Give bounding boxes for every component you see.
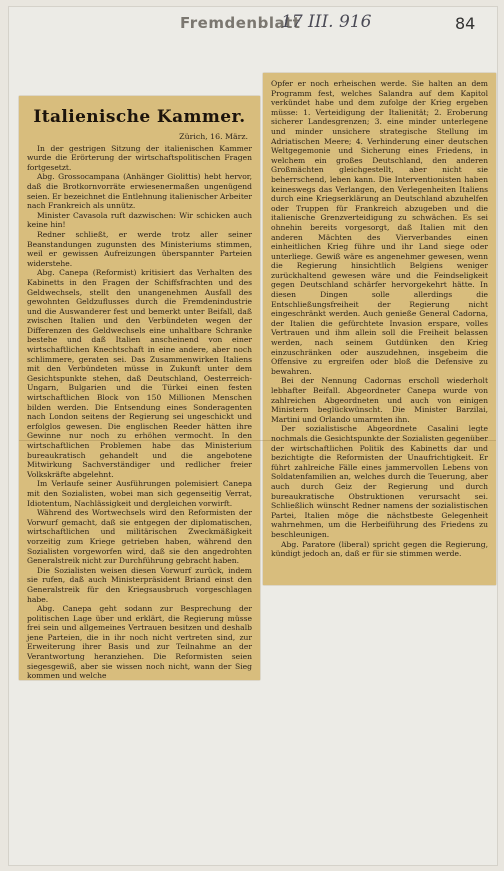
article-paragraph: In der gestrigen Sitzung der italienischen Kammer wurde die Erörterung der wirtschaftspolitischen Fragen fortgesetzt. — [27, 143, 252, 172]
article-paragraph: Minister Cavasola ruft dazwischen: Wir schicken auch keine hin! — [27, 210, 252, 230]
article-paragraph: Der sozialistische Abgeordnete Casalini legte nochmals die Gesichtspunkte der Sozialisten gegenüber der wirtschaftlichen Politik des Kabinetts dar und bezichtigte die Reformisten der Unaufrichtigkeit. Er führt zahlreiche Fälle eines jammervollen Lebens von Soldatenfamilien an, welches durch die Teuerung, aber auch durch Geiz der Regierung und durch bureaukratische Obstruktionen verursacht sei. Schließlich wünscht Redner namens der sozialistischen Partei, Italien möge die nächstbeste Gelegenheit wahrnehmen, um die Herbeiführung des Friedens zu beschleunigen. — [271, 424, 488, 539]
article-headline: Italienische Kammer. — [33, 107, 246, 127]
page-number: 84 — [455, 14, 476, 33]
article-paragraph: Im Verlaufe seiner Ausführungen polemisiert Canepa mit den Sozialisten, wobei man sich gegenseitig Verrat, Idiotentum, Nachlässigkeit und dergleichen vorwirft. — [27, 479, 252, 508]
article-paragraph: Bei der Nennung Cadornas erscholl wiederholt lebhafter Beifall. Abgeordneter Canepa wurde von zahlreichen Abgeordneten und auch von einigen Ministern beglückwünscht. Die Minister Barzilai, Martini und Orlando umarmten ihn. — [271, 376, 488, 424]
article-dateline: Zürich, 16. März. — [179, 132, 248, 141]
article-paragraph: Die Sozialisten weisen diesen Vorwurf zurück, indem sie rufen, daß auch Ministerpräsident Briand einst den Generalstreik für den Kriegsausbruch vorgeschlagen habe. — [27, 565, 252, 604]
article-paragraph: Opfer er noch erheischen werde. Sie halten an dem Programm fest, welches Salandra auf dem Kapitol verkündet habe und dem zufolge der Krieg ergeben müsse: 1. Verteidigung der Italienität; 2. Eroberung sicherer Landesgrenzen; 3. eine minder unterlegene und minder unsichere strategische Stellung im Adriatischen Meere; 4. Verhinderung einer deutschen Weltgegemonie und Sicherung eines Friedens, in welchem ein großes Deutschland, den anderen Großmächten gleichgestellt, aber nicht sie beherrschend, leben kann. Die Interventionisten haben keineswegs das Verlangen, den Verlegenheiten Italiens durch eine Kriegserklärung an Deutschland abzuhelfen oder Truppen für Frankreich abzugeben und die italienische Grenzverteidigung zu schwächen. Es sei ohnehin bereits vorgesorgt, daß Italien mit den anderen Mächten des Vierverbandes einen einheitlichen Krieg führe und ihr Land siege oder unterliege. Gewiß wäre es angenehmer gewesen, wenn die Regierung hinsichtlich Belgiens weniger zurückhaltend gewesen wäre und die Feindseligkeit gegen Deutschland schärfer hervorgekehrt hätte. In diesen Dingen solle allerdings die Entschließungsfreiheit der Regierung nicht eingeschränkt werden. Auch genieße General Cadorna, der Italien die gefürchtete Invasion erspare, volles Vertrauen und ihm allein soll die Freiheit belassen werden, nach seinem Gutdünken den Krieg einzuschränken oder auszudehnen, insgebeim die Offensive zu ergreifen oder bloß die Defensive zu bewahren. — [271, 79, 488, 376]
article-paragraph: Abg. Paratore (liberal) spricht gegen die Regierung, kündigt jedoch an, daß er für sie stimmen werde. — [271, 539, 488, 559]
paper-fold-line — [19, 440, 496, 441]
clipping-left-column — [19, 96, 260, 680]
article-paragraph: Redner schließt, er werde trotz aller seiner Beanstandungen zugunsten des Ministeriums stimmen, weil er gewissen Aufreizungen überspannter Parteien widerstehe. — [27, 229, 252, 268]
article-paragraph: Während des Wortwechsels wird den Reformisten der Vorwurf gemacht, daß sie entgegen der diplomatischen, wirtschaftlichen und militärischen Zweckmäßigkeit vorzeitig zum Kriege getrieben haben, während den Sozialisten vorgeworfen wird, daß sie den angedrohten Generalstreik nicht zur Durchführung gebracht haben. — [27, 508, 252, 566]
clipping-right-column — [263, 73, 496, 585]
newspaper-name-stamp: Fremdenblatt — [180, 14, 301, 32]
article-paragraph: Abg. Canepa geht sodann zur Besprechung der politischen Lage über und erklärt, die Regierung müsse frei sein und allgemeines Vertrauen besitzen und deshalb jene Parteien, die in ihr noch nicht vertreten sind, zur Erweiterung ihrer Basis und zur Teilnahme an der Verantwortung heranziehen. Die Reformisten seien siegesgewiß, aber sie wissen noch nicht, wann der Sieg kommen und welche — [27, 604, 252, 680]
article-paragraph: Abg. Grossocampana (Anhänger Giolittis) hebt hervor, daß die Brotkornvorräte erwiesenermaßen ungenügend seien. Er bezeichnet die Entlehnung italienischer Arbeiter nach Frankreich als unnütz. — [27, 172, 252, 211]
article-paragraph: Abg. Canepa (Reformist) kritisiert das Verhalten des Kabinetts in den Fragen der Schiffsfrachten und des Geldwechsels, stellt den unangenehmen Ausfall des gewohnten Geldzuflusses durch die Fremdenindustrie und die Auswanderer fest und bemerkt unter Beifall, daß zwischen Italien und den Verbündeten wegen der Differenzen des Geldwechsels eine unhaltbare Schranke bestehe und daß Italien anscheinend von einer wirtschaftlichen Knechtschaft in eine andere, aber noch schlimmere, geraten sei. Das Zusammenwirken Italiens mit den Verbündeten müsse in Zukunft unter dem Gesichtspunkte stehen, daß Deutschland, Oesterreich-Ungarn, Bulgarien und die Türkei einen festen wirtschaftlichen Block von 150 Millionen Menschen bilden werden. Die Entsendung eines Sonderagenten nach London seitens der Regierung sei ungeschickt und erfolglos gewesen. Die englischen Reeder hätten ihre Gewinne nur noch zu erhöhen vermocht. In den wirtschaftlichen Problemen habe das Ministerium bureaukratisch gehandelt und die angebotene Mitwirkung Sachverständiger und redlicher freier Volkskräfte abgelehnt. — [27, 268, 252, 479]
handwritten-date: 17 III. 916 — [281, 12, 372, 32]
